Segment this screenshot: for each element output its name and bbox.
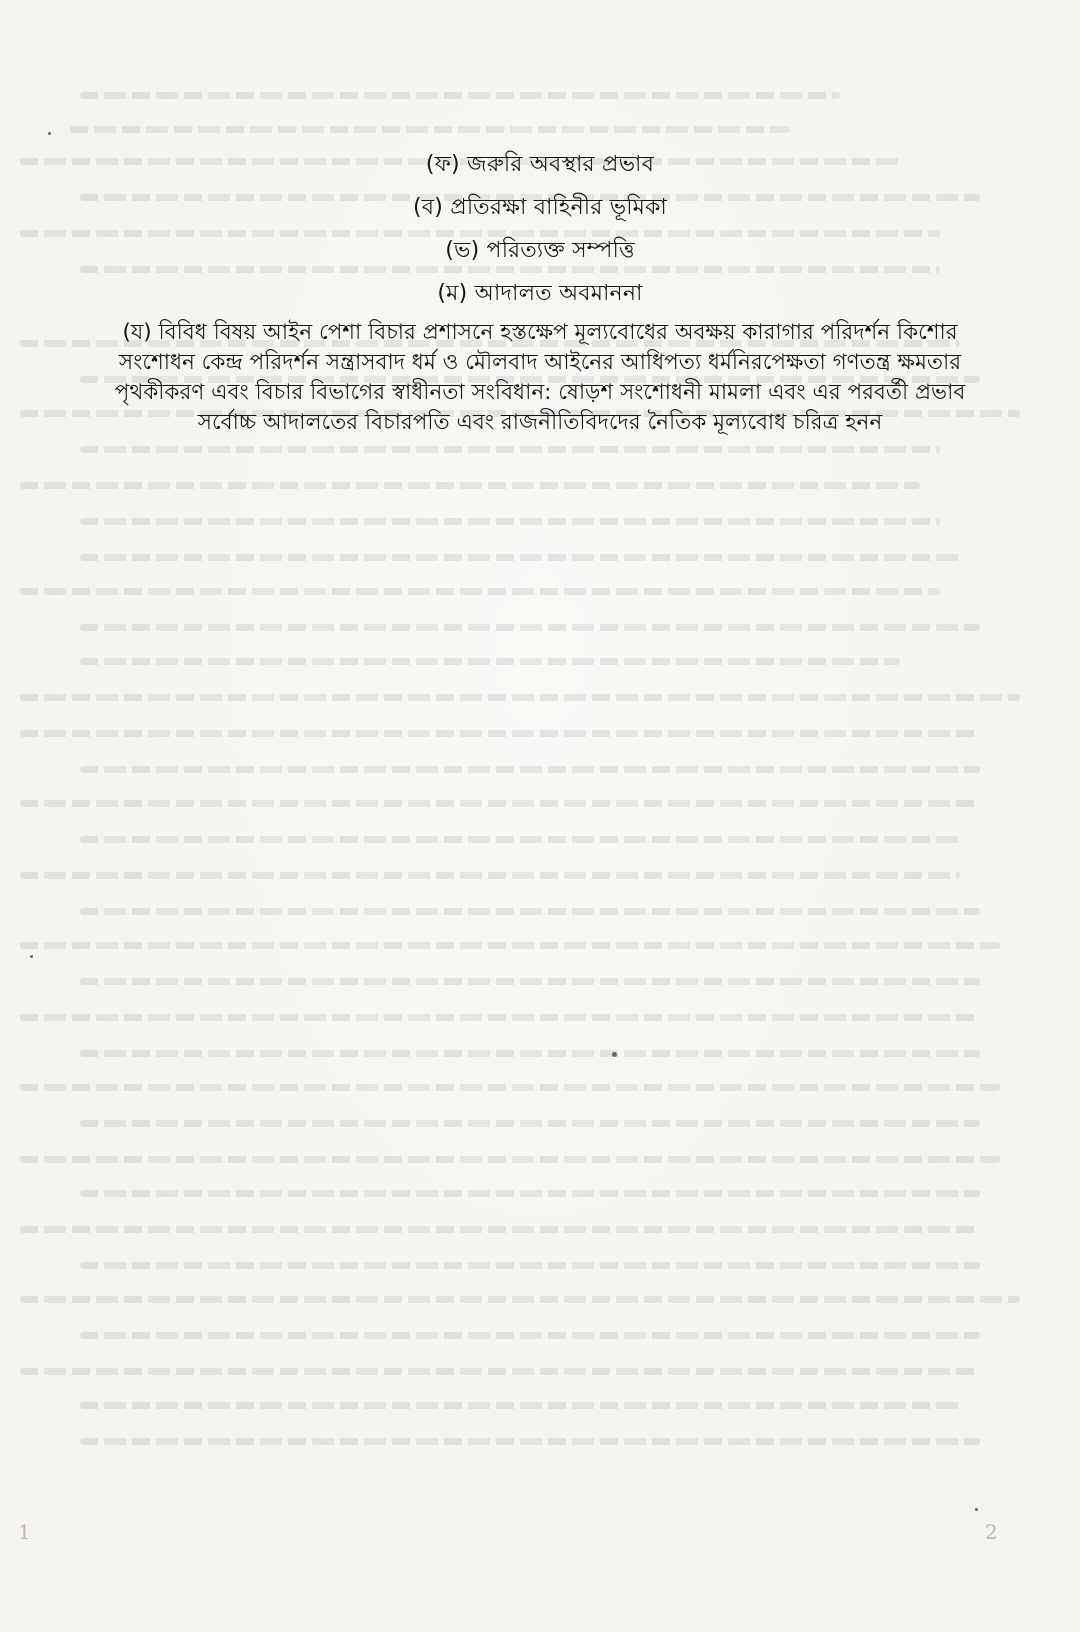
heading-bha: (ভ) পরিত্যক্ত সম্পত্তি [445,238,635,263]
page-number-left: 1 [18,1520,31,1544]
heading-ma: (ম) আদালত অবমাননা [437,281,643,306]
section-headings [0,152,1080,324]
paragraph-line-1: (য) বিবিধ বিষয় আইন পেশা বিচার প্রশাসনে হস্তক্ষেপ মূল্যবোধের অবক্ষয় কারাগার পরিদর্শন কিশোর [122,320,958,345]
ink-speck [612,1052,617,1057]
miscellaneous-topics-paragraph [110,318,970,438]
paragraph-line-2: সংশোধন কেন্দ্র পরিদর্শন সন্ত্রাসবাদ ধর্ম ও মৌলবাদ আইনের আধিপত্য ধর্মনিরপেক্ষতা গণতন্ত্র ক্ষমতার [118,350,962,375]
paragraph-line-4: সর্বোচ্চ আদালতের বিচারপতি এবং রাজনীতিবিদদের নৈতিক মূল্যবোধ চরিত্র হনন [197,410,883,435]
ink-speck [48,132,51,135]
paragraph-line-3: পৃথকীকরণ এবং বিচার বিভাগের স্বাধীনতা সংবিধান: ষোড়শ সংশোধনী মামলা এবং এর পরবর্তী প্রভাব [114,380,966,405]
page-number-right: 2 [985,1520,998,1544]
ink-speck [30,955,33,958]
heading-ba: (ব) প্রতিরক্ষা বাহিনীর ভূমিকা [413,195,667,220]
ink-speck [975,1508,978,1511]
heading-pha: (ফ) জরুরি অবস্থার প্রভাব [425,152,655,177]
